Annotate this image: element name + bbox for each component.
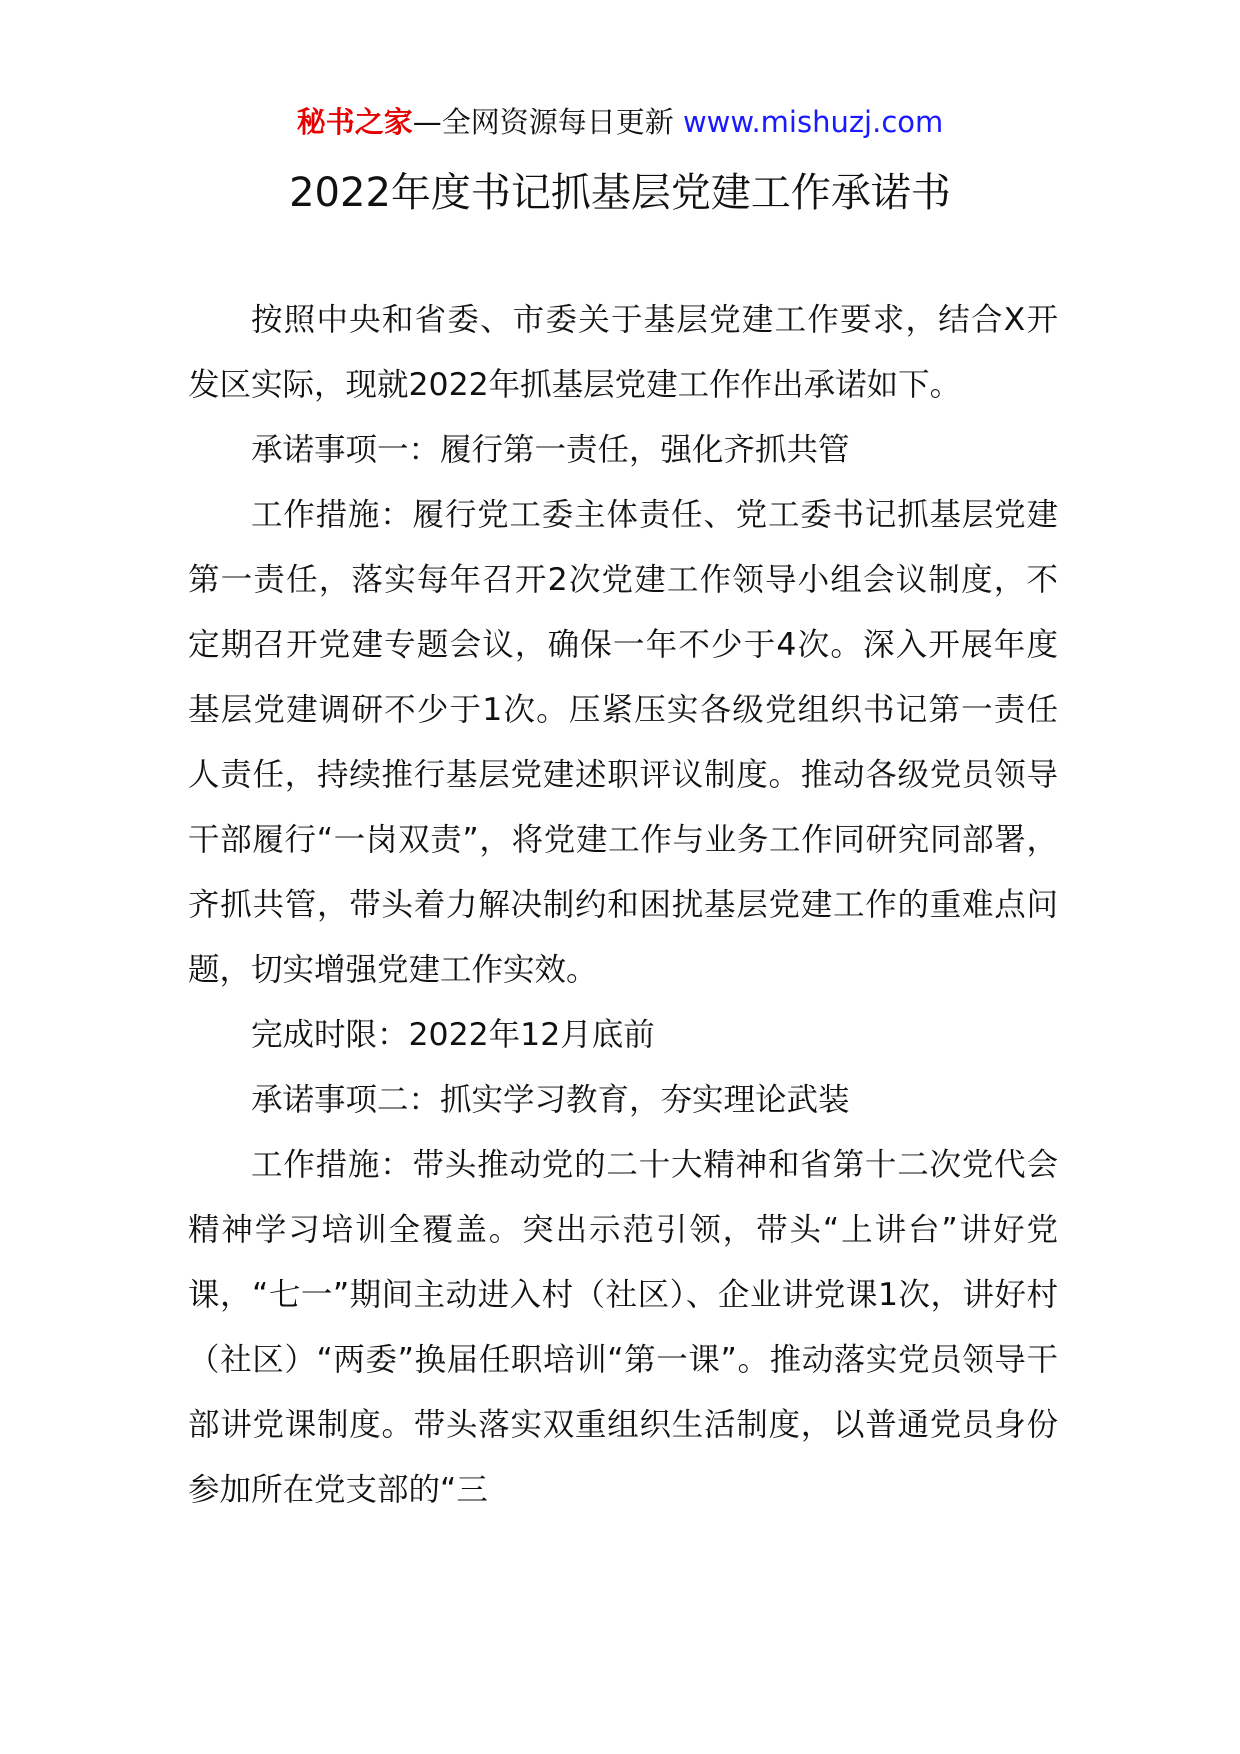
brand-name: 秘书之家 — [296, 105, 413, 139]
header-tagline: 全网资源每日更新 — [441, 105, 674, 139]
commitment-one-deadline: 完成时限：2022年12月底前 — [251, 1017, 655, 1053]
document-title: 2022年度书记抓基层党建工作承诺书 — [289, 170, 951, 216]
intro-paragraph: 按照中央和省委、市委关于基层党建工作要求，结合X开发区实际，现就2022年抓基层党建工作作出承诺如下。 — [188, 302, 1058, 403]
site-url-link[interactable]: www.mishuzj.com — [682, 105, 944, 139]
document-body — [188, 288, 1058, 1523]
commitment-one-measures: 工作措施：履行党工委主体责任、党工委书记抓基层党建第一责任，落实每年召开2次党建工作领导小组会议制度，不定期召开党建专题会议，确保一年不少于4次。深入开展年度基层党建调研不少于1次。压紧压实各级党组织书记第一责任人责任，持续推行基层党建述职评议制度。推动各级党员领导干部履行“一岗双责”，将党建工作与业务工作同研究同部署，齐抓共管，带头着力解决制约和困扰基层党建工作的重难点问题，切实增强党建工作实效。 — [188, 497, 1058, 988]
site-header — [0, 100, 1240, 144]
header-dash: — — [412, 105, 442, 139]
commitment-one-heading: 承诺事项一：履行第一责任，强化齐抓共管 — [251, 432, 850, 468]
commitment-two-heading: 承诺事项二：抓实学习教育，夯实理论武装 — [251, 1082, 850, 1118]
commitment-two-measures: 工作措施：带头推动党的二十大精神和省第十二次党代会精神学习培训全覆盖。突出示范引领，带头“上讲台”讲好党课，“七一”期间主动进入村（社区）、企业讲党课1次，讲好村（社区）“两委”换届任职培训“第一课”。推动落实党员领导干部讲党课制度。带头落实双重组织生活制度，以普通党员身份参加所在党支部的“三 — [188, 1147, 1058, 1508]
